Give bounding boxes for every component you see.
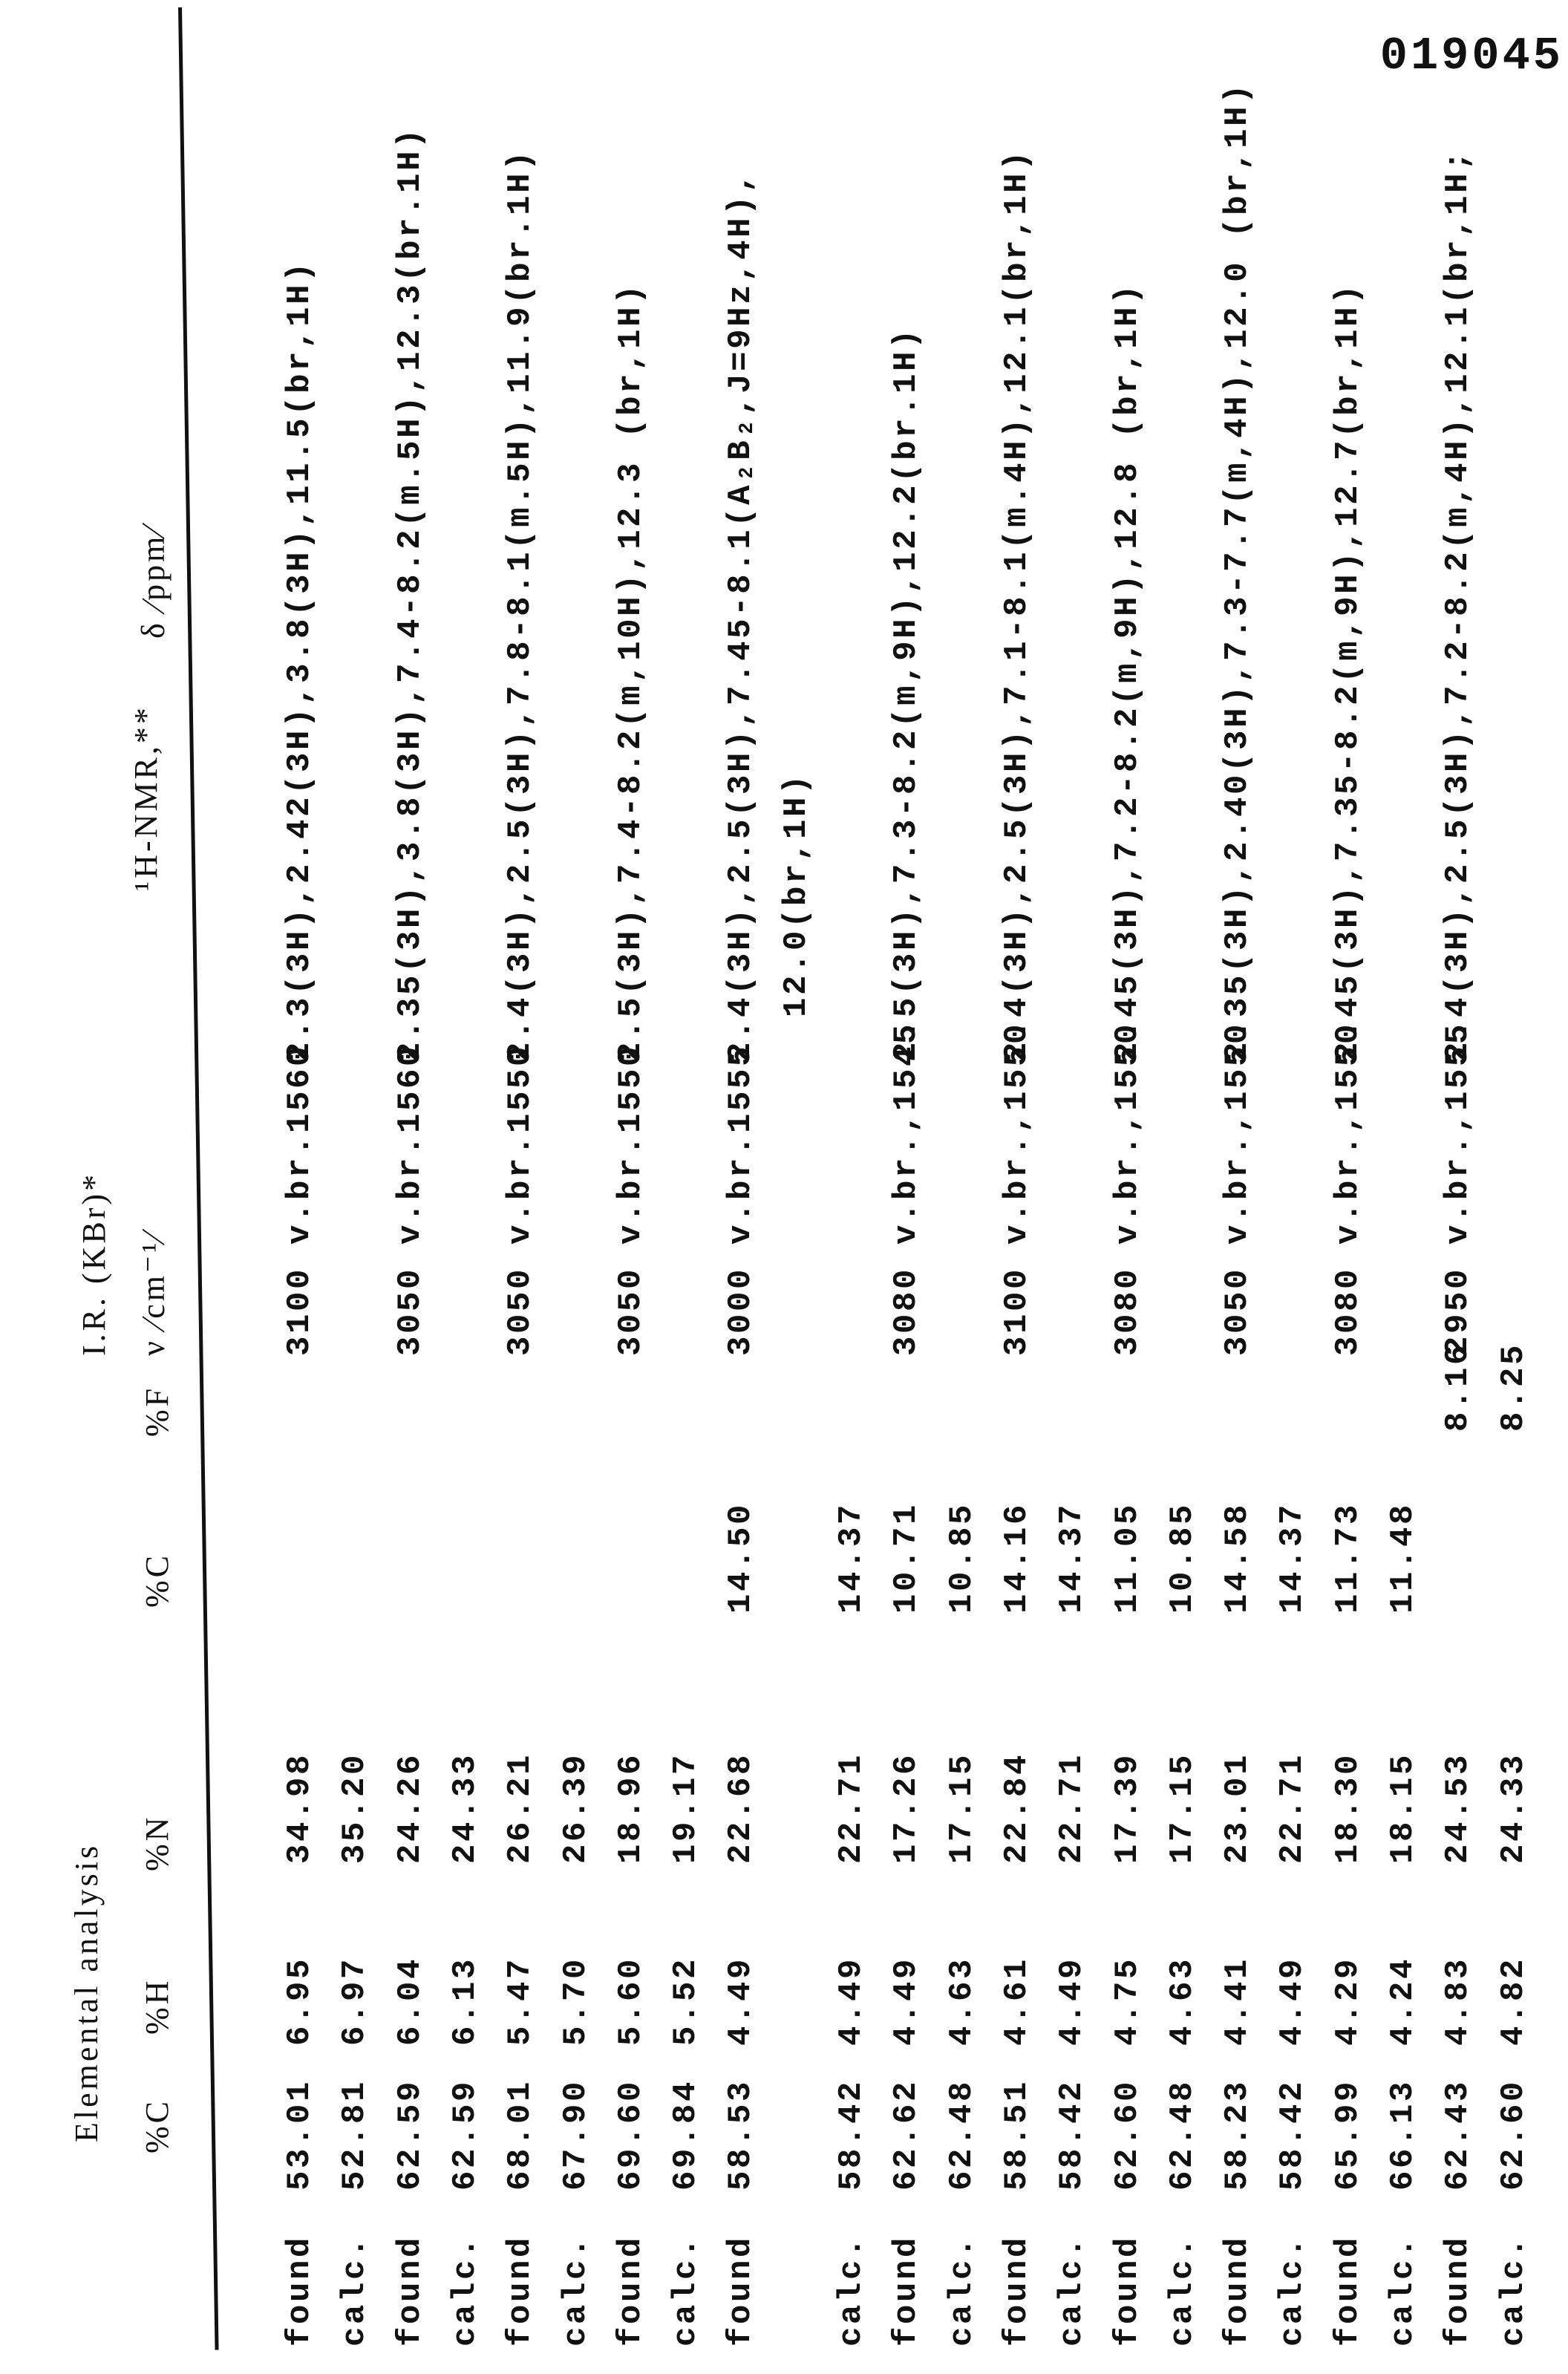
row-label: found xyxy=(615,2235,647,2347)
cell-nmr: 2.3(3H),2.42(3H),3.8(3H),11.5(br,1H) xyxy=(284,260,316,1062)
cell-percent-f: 8.25 xyxy=(1497,1343,1530,1432)
cell-percent-h: 6.13 xyxy=(449,1957,482,2046)
cell-percent-h: 4.61 xyxy=(1001,1957,1033,2046)
cell-ir: 3080 v.br.,1550 xyxy=(1332,1022,1365,1356)
cell-percent-h: 5.52 xyxy=(670,1957,702,2046)
page-number: 019045 xyxy=(1380,30,1564,82)
cell-percent-h: 4.75 xyxy=(1111,1957,1144,2046)
cell-percent-n: 17.39 xyxy=(1111,1752,1144,1864)
cell-percent-n: 23.01 xyxy=(1221,1752,1254,1864)
cell-percent-n: 35.20 xyxy=(339,1752,371,1864)
row-label: found xyxy=(284,2235,316,2347)
header-ir: I.R. (KBr)* xyxy=(78,1172,111,1356)
cell-percent-cl: 14.37 xyxy=(835,1502,868,1614)
cell-percent-c: 69.84 xyxy=(670,2079,702,2191)
row-label: found xyxy=(504,2235,537,2347)
cell-percent-cl: 14.37 xyxy=(1276,1502,1309,1614)
cell-percent-h: 4.24 xyxy=(1387,1957,1420,2046)
cell-percent-n: 22.71 xyxy=(1276,1752,1309,1864)
cell-percent-n: 17.15 xyxy=(946,1752,979,1864)
cell-percent-h: 4.82 xyxy=(1497,1957,1530,2046)
row-label: found xyxy=(1001,2235,1033,2347)
cell-percent-cl: 14.16 xyxy=(1001,1502,1033,1614)
cell-percent-c: 58.23 xyxy=(1221,2079,1254,2191)
cell-percent-f: 8.16 xyxy=(1442,1343,1474,1432)
cell-nmr: 2.45(3H),7.2-8.2(m,9H),12.8 (br,1H) xyxy=(1111,282,1144,1062)
document-page xyxy=(0,0,1568,2374)
header-percent-n: %N xyxy=(141,1815,174,1871)
cell-percent-c: 62.43 xyxy=(1442,2079,1474,2191)
table-top-rule xyxy=(178,7,219,2350)
cell-percent-n: 22.71 xyxy=(835,1752,868,1864)
cell-percent-n: 22.68 xyxy=(725,1752,757,1864)
cell-percent-h: 6.04 xyxy=(394,1957,427,2046)
cell-percent-cl: 14.37 xyxy=(1056,1502,1088,1614)
row-label: found xyxy=(394,2235,427,2347)
cell-percent-h: 4.63 xyxy=(1166,1957,1199,2046)
row-label: calc. xyxy=(1497,2235,1530,2347)
cell-percent-c: 66.13 xyxy=(1387,2079,1420,2191)
row-label: found xyxy=(1221,2235,1254,2347)
cell-percent-n: 24.33 xyxy=(449,1752,482,1864)
cell-percent-h: 5.70 xyxy=(560,1957,592,2046)
cell-percent-h: 4.63 xyxy=(946,1957,979,2046)
header-ir-unit: ν ⁄cm⁻¹⁄ xyxy=(137,1231,170,1356)
row-label: calc. xyxy=(1276,2235,1309,2347)
cell-percent-c: 58.42 xyxy=(1276,2079,1309,2191)
cell-percent-c: 62.48 xyxy=(946,2079,979,2191)
cell-ir: 3100 v.br.1560 xyxy=(284,1044,316,1356)
cell-percent-cl: 11.73 xyxy=(1332,1502,1365,1614)
row-label: calc. xyxy=(1387,2235,1420,2347)
cell-percent-h: 4.41 xyxy=(1221,1957,1254,2046)
cell-ir: 3050 v.br.1560 xyxy=(394,1044,427,1356)
cell-nmr: 2.4(3H),2.5(3H),7.2-8.2(m,4H),12.1(br,1H; xyxy=(1442,149,1474,1062)
cell-percent-cl: 11.48 xyxy=(1387,1502,1420,1614)
row-label: calc. xyxy=(1056,2235,1088,2347)
cell-percent-n: 34.98 xyxy=(284,1752,316,1864)
cell-nmr-continuation: 12.0(br,1H) xyxy=(780,772,813,1017)
cell-percent-c: 62.48 xyxy=(1166,2079,1199,2191)
cell-nmr: 2.5(3H),7.4-8.2(m,10H),12.3 (br,1H) xyxy=(615,282,647,1062)
cell-percent-cl: 14.50 xyxy=(725,1502,757,1614)
header-elemental-analysis: Elemental analysis xyxy=(71,1843,103,2142)
cell-percent-cl: 10.85 xyxy=(946,1502,979,1614)
cell-percent-c: 52.81 xyxy=(339,2079,371,2191)
cell-ir: 3080 v.br.,1545 xyxy=(890,1022,923,1356)
row-label: calc. xyxy=(835,2235,868,2347)
cell-percent-h: 4.49 xyxy=(835,1957,868,2046)
cell-percent-c: 68.01 xyxy=(504,2079,537,2191)
cell-ir: 3050 v.br.1550 xyxy=(615,1044,647,1356)
header-percent-cl: %C xyxy=(141,1553,174,1608)
cell-ir: 3050 v.br.,1550 xyxy=(1221,1022,1254,1356)
header-percent-c: %C xyxy=(141,2099,174,2153)
cell-nmr: 2.45(3H),7.35-8.2(m,9H),12.7(br,1H) xyxy=(1332,282,1365,1062)
cell-percent-c: 62.60 xyxy=(1111,2079,1144,2191)
cell-percent-c: 62.62 xyxy=(890,2079,923,2191)
cell-percent-h: 6.95 xyxy=(284,1957,316,2046)
cell-percent-n: 17.15 xyxy=(1166,1752,1199,1864)
cell-ir: 3050 v.br.1550 xyxy=(504,1044,537,1356)
cell-percent-h: 4.29 xyxy=(1332,1957,1365,2046)
header-nmr-unit: δ ⁄ppm⁄ xyxy=(137,525,170,639)
row-label: found xyxy=(890,2235,923,2347)
cell-percent-c: 58.42 xyxy=(1056,2079,1088,2191)
row-label: found xyxy=(1111,2235,1144,2347)
row-label: calc. xyxy=(670,2235,702,2347)
cell-ir: 2950 v.br.,1555 xyxy=(1442,1022,1474,1356)
cell-percent-h: 5.47 xyxy=(504,1957,537,2046)
cell-percent-n: 22.84 xyxy=(1001,1752,1033,1864)
cell-nmr: 2.4(3H),2.5(3H),7.1-8.1(m.4H),12.1(br,1H) xyxy=(1001,149,1033,1062)
header-nmr: ¹H-NMR,** xyxy=(130,705,163,891)
cell-percent-c: 62.60 xyxy=(1497,2079,1530,2191)
cell-percent-h: 4.49 xyxy=(1056,1957,1088,2046)
cell-nmr: 2.35(3H),3.8(3H),7.4-8.2(m.5H),12.3(br.1H) xyxy=(394,126,427,1062)
cell-percent-h: 5.60 xyxy=(615,1957,647,2046)
cell-percent-n: 18.96 xyxy=(615,1752,647,1864)
cell-percent-h: 4.49 xyxy=(1276,1957,1309,2046)
cell-percent-c: 53.01 xyxy=(284,2079,316,2191)
cell-percent-cl: 14.58 xyxy=(1221,1502,1254,1614)
cell-nmr: 2.4(3H),2.5(3H),7.45-8.1(A₂B₂,J=9Hz,4H), xyxy=(725,171,757,1062)
cell-nmr: 2.4(3H),2.5(3H),7.8-8.1(m.5H),11.9(br.1H) xyxy=(504,149,537,1062)
cell-ir: 3080 v.br.,1550 xyxy=(1111,1022,1144,1356)
cell-percent-n: 17.26 xyxy=(890,1752,923,1864)
row-label: found xyxy=(1442,2235,1474,2347)
header-percent-h: %H xyxy=(141,1978,174,2035)
row-label: calc. xyxy=(449,2235,482,2347)
cell-percent-h: 4.49 xyxy=(725,1957,757,2046)
cell-percent-n: 18.15 xyxy=(1387,1752,1420,1864)
cell-ir: 3000 v.br.1555 xyxy=(725,1044,757,1356)
row-label: calc. xyxy=(1166,2235,1199,2347)
cell-percent-c: 69.60 xyxy=(615,2079,647,2191)
cell-percent-n: 19.17 xyxy=(670,1752,702,1864)
cell-percent-c: 58.42 xyxy=(835,2079,868,2191)
cell-percent-cl: 10.71 xyxy=(890,1502,923,1614)
row-label: found xyxy=(1332,2235,1365,2347)
cell-percent-c: 62.59 xyxy=(394,2079,427,2191)
cell-percent-cl: 11.05 xyxy=(1111,1502,1144,1614)
cell-percent-c: 58.53 xyxy=(725,2079,757,2191)
cell-nmr: 2.5(3H),7.3-8.2(m,9H),12.2(br.1H) xyxy=(890,327,923,1062)
cell-percent-h: 4.49 xyxy=(890,1957,923,2046)
header-percent-f: %F xyxy=(141,1386,174,1437)
cell-percent-n: 24.53 xyxy=(1442,1752,1474,1864)
cell-ir: 3100 v.br.,1550 xyxy=(1001,1022,1033,1356)
cell-nmr: 2.35(3H),2.40(3H),7.3-7.7(m,4H),12.0 (br,1H) xyxy=(1221,82,1254,1062)
row-label: found xyxy=(725,2235,757,2347)
cell-percent-cl: 10.85 xyxy=(1166,1502,1199,1614)
cell-percent-h: 4.83 xyxy=(1442,1957,1474,2046)
cell-percent-c: 67.90 xyxy=(560,2079,592,2191)
row-label: calc. xyxy=(339,2235,371,2347)
cell-percent-n: 24.33 xyxy=(1497,1752,1530,1864)
cell-percent-n: 22.71 xyxy=(1056,1752,1088,1864)
cell-percent-c: 58.51 xyxy=(1001,2079,1033,2191)
row-label: calc. xyxy=(946,2235,979,2347)
cell-percent-c: 65.99 xyxy=(1332,2079,1365,2191)
cell-percent-c: 62.59 xyxy=(449,2079,482,2191)
cell-percent-n: 18.30 xyxy=(1332,1752,1365,1864)
cell-percent-n: 26.39 xyxy=(560,1752,592,1864)
cell-percent-n: 24.26 xyxy=(394,1752,427,1864)
row-label: calc. xyxy=(560,2235,592,2347)
cell-percent-n: 26.21 xyxy=(504,1752,537,1864)
cell-percent-h: 6.97 xyxy=(339,1957,371,2046)
